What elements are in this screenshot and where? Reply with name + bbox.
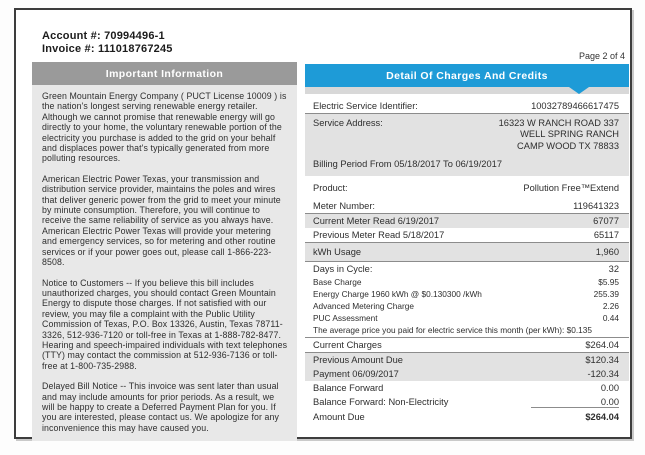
charges-header: [305, 64, 629, 87]
row-current-meter-read: [305, 214, 629, 228]
invoice-number-line: Invoice #: 111018767245: [42, 43, 173, 55]
base-charge-value: $5.95: [598, 276, 619, 287]
row-previous-amount-due: [305, 353, 629, 367]
charges-panel: [305, 51, 629, 424]
amount-due-value: $264.04: [585, 411, 619, 422]
row-days-in-cycle: [305, 262, 629, 276]
energy-charge-label: Energy Charge 1960 kWh @ $0.130300 /kWh: [313, 288, 482, 299]
info-paragraph-notice: Notice to Customers -- If you believe this bill includes unauthorized charges, you should contact Green Mountain Energy to dispute those charges. If not satisfied with our review, you may file a complaint with the Public Utility Commission of Texas, P.O. Box 13326, Austin, Texas 78711-3326, 512-936-7120 or toll-free in Texas at 1-888-782-8477. Hearing and speech-impaired individuals with text telephones (TTY) may contact the commission at 512-936-7136 or toll-free at 1-800-735-2988.: [42, 277, 288, 371]
amount-due-label: Amount Due: [313, 411, 365, 422]
kwh-usage-label: kWh Usage: [313, 246, 362, 257]
service-address-line-2: WELL SPRING RANCH: [520, 129, 619, 140]
advanced-metering-charge-value: 2.26: [602, 300, 619, 311]
balance-forward-non-electricity-value: 0.00: [531, 397, 619, 408]
header-pointer-icon: [569, 87, 589, 94]
row-kwh-usage: [305, 243, 629, 262]
info-paragraph-delayed-bill: Delayed Bill Notice -- This invoice was sent later than usual and may include amounts for prior periods. As a result, we will be happy to create a Deferred Payment Plan for you. If you are interested, please contact us. We apologize for any inconvenience this may have caused you.: [42, 381, 280, 433]
balance-forward-non-electricity-label: Balance Forward: Non-Electricity: [313, 396, 449, 407]
balance-forward-value: 0.00: [600, 382, 619, 393]
row-current-charges: [305, 338, 629, 353]
info-paragraph-company: Green Mountain Energy Company ( PUCT License 10009 ) is the nation's longest serving renewable energy retailer. Although we cannot promise that renewable energy will go directly to your home, the voluntary renewable portion of the electricity you purchase is added to the grid on your behalf and displaces power that's typically generated from more polluting resources.: [42, 91, 287, 164]
prior-balance-block: [305, 353, 629, 381]
row-payment: [305, 367, 629, 381]
row-base-charge: [305, 276, 629, 288]
row-advanced-metering-charge: [305, 300, 629, 312]
row-meter-number: [305, 199, 629, 214]
row-previous-meter-read: [305, 228, 629, 243]
energy-charge-value: 255.39: [593, 288, 619, 299]
puc-assessment-label: PUC Assessment: [313, 312, 378, 323]
product-value: Pollution Free™Extend: [523, 182, 619, 193]
previous-meter-read-label: Previous Meter Read 5/18/2017: [313, 229, 445, 240]
previous-amount-due-label: Previous Amount Due: [313, 354, 403, 365]
row-product: [305, 181, 629, 195]
billing-period: Billing Period From 05/18/2017 To 06/19/2017: [313, 158, 502, 169]
service-address-line-1: 16323 W RANCH ROAD 337: [498, 118, 619, 128]
advanced-metering-charge-label: Advanced Metering Charge: [313, 300, 415, 311]
current-charges-value: $264.04: [585, 339, 619, 350]
important-information-title: Important Information: [32, 62, 297, 85]
service-address-label: Service Address:: [313, 118, 383, 128]
service-address-lines: [499, 118, 619, 152]
service-address-line-3: CAMP WOOD TX 78833: [517, 140, 619, 151]
meter-number-value: 119641323: [573, 200, 619, 211]
current-meter-read-value: 67077: [593, 215, 619, 226]
row-electric-service-identifier: [305, 99, 629, 114]
average-price-note: The average price you paid for electric service this month (per kWh): $0.135: [305, 324, 629, 338]
base-charge-label: Base Charge: [313, 276, 362, 287]
important-information-body: [32, 85, 297, 441]
row-amount-due: [305, 410, 629, 424]
row-balance-forward: [305, 381, 629, 395]
account-info: [42, 30, 173, 56]
info-paragraph-tdsp: American Electric Power Texas, your transmission and distribution service provider, maintains the poles and wires that deliver generic power from the grid to meet your minute by minute consumption. Therefore, you will continue to receive the same reliability of service as you always have. American Electric Power Texas will provide your metering and emergency services, so for metering and other routine services or if your power goes out, please call 1-866-223-8508.: [42, 173, 281, 268]
payment-label: Payment 06/09/2017: [313, 368, 399, 379]
product-label: Product:: [313, 182, 348, 193]
page-indicator: Page 2 of 4: [578, 51, 625, 61]
kwh-usage-value: 1,960: [595, 246, 619, 257]
esi-label: Electric Service Identifier:: [313, 101, 418, 111]
row-puc-assessment: [305, 312, 629, 324]
charges-header-title: Detail Of Charges And Credits: [386, 70, 548, 82]
esi-value: 10032789466617475: [531, 101, 619, 111]
meter-number-label: Meter Number:: [313, 200, 375, 211]
payment-value: -120.34: [587, 368, 619, 379]
balance-forward-label: Balance Forward: [313, 382, 384, 393]
days-in-cycle-label: Days in Cycle:: [313, 263, 373, 274]
current-charges-label: Current Charges: [313, 339, 382, 350]
account-number-line: Account #: 70994496-1: [42, 30, 165, 42]
bill-page: [14, 8, 632, 439]
important-information-panel: [32, 62, 297, 441]
row-energy-charge: [305, 288, 629, 300]
previous-meter-read-value: 65117: [593, 229, 619, 240]
days-in-cycle-value: 32: [608, 263, 619, 274]
puc-assessment-value: 0.44: [602, 312, 619, 323]
current-meter-read-label: Current Meter Read 6/19/2017: [313, 215, 440, 226]
previous-amount-due-value: $120.34: [585, 354, 619, 365]
service-address-block: [305, 114, 629, 176]
row-balance-forward-non-electricity: [305, 395, 629, 410]
